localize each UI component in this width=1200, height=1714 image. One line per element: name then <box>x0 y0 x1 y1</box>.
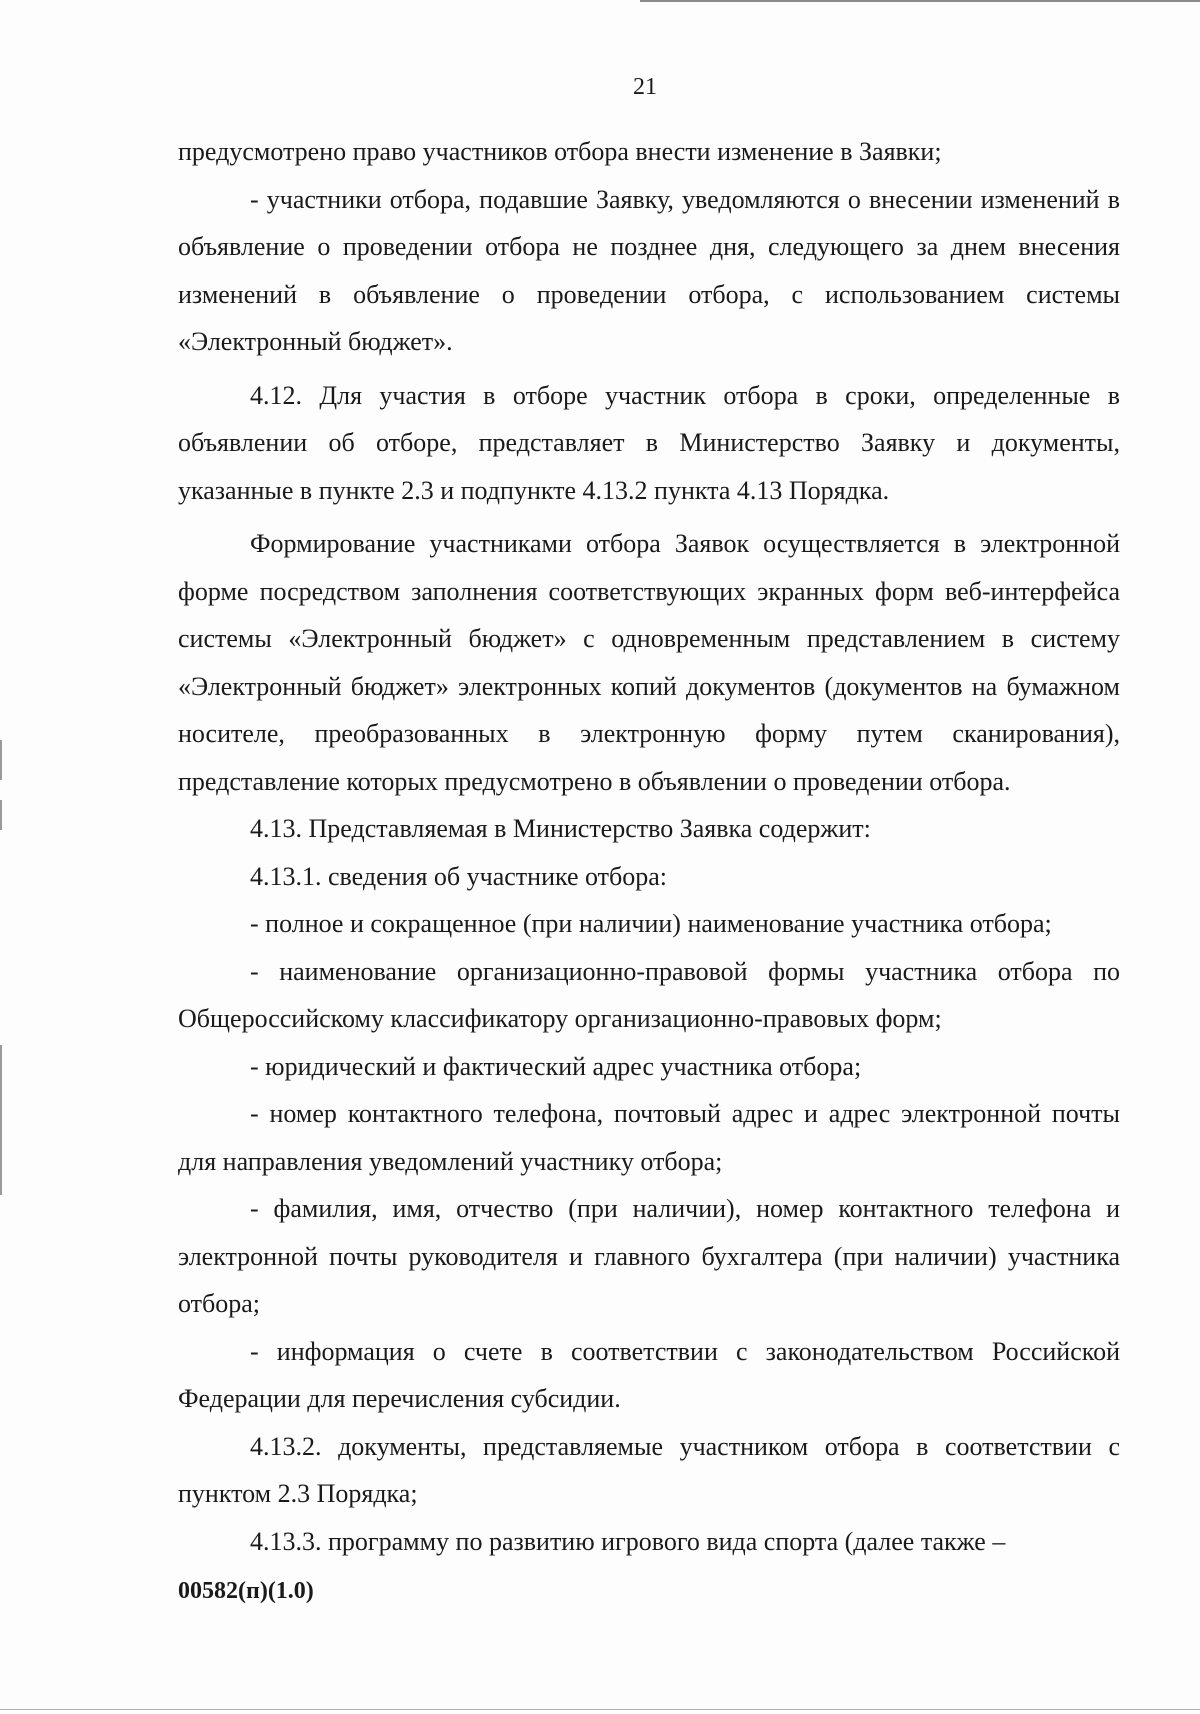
list-item: - номер контактного телефона, почтовый адрес и адрес электронной почты для направления уведомлений участнику отбора; <box>178 1099 1120 1176</box>
paragraph-4-13-3: 4.13.3. программу по развитию игрового вида спорта (далее также – <box>250 1526 1006 1556</box>
paragraph-continuation: предусмотрено право участников отбора внести изменение в Заявки; <box>178 137 942 166</box>
paragraph-4-13: 4.13. Представляемая в Министерство Заявка содержит: <box>250 814 871 843</box>
paragraph-4-13-1: 4.13.1. сведения об участнике отбора: <box>250 861 668 891</box>
scan-margin-mark <box>0 740 2 780</box>
paragraph: Формирование участниками отбора Заявок осуществляется в электронной форме посредством заполнения соответствующих экранных форм веб-интерфейса системы «Электронный бюджет» с одновременным представлением в систему «Электронный бюджет» электронных копий документов (документов на бумажном носителе, преобразованных в электронную форму путем сканирования), представление которых предусмотрено в объявлении о проведении отбора. <box>178 529 1120 796</box>
scan-margin-mark <box>0 1045 2 1195</box>
paragraph-4-12: 4.12. Для участия в отборе участник отбора в сроки, определенные в объявлении об отборе, представляет в Министерство Заявку и документы, указанные в пункте 2.3 и подпункте 4.13.2 пункта 4.13 Порядка. <box>178 380 1120 505</box>
list-item: - юридический и фактический адрес участника отбора; <box>250 1051 862 1081</box>
list-item: - наименование организационно-правовой формы участника отбора по Общероссийскому классификатору организационно-правовых форм; <box>178 956 1120 1033</box>
list-item: - фамилия, имя, отчество (при наличии), номер контактного телефона и электронной почты руководителя и главного бухгалтера (при наличии) участника отбора; <box>178 1194 1120 1318</box>
scan-margin-mark <box>0 800 2 830</box>
document-body <box>178 128 1120 1565</box>
list-item: - полное и сокращенное (при наличии) наименование участника отбора; <box>250 909 1052 938</box>
paragraph: - участники отбора, подавшие Заявку, уведомляются о внесении изменений в объявление о проведении отбора не позднее дня, следующего за днем внесения изменений в объявление о проведении отбора, с использованием системы «Электронный бюджет». <box>178 184 1120 356</box>
list-item: - информация о счете в соответствии с законодательством Российской Федерации для перечисления субсидии. <box>178 1336 1120 1413</box>
page-number: 21 <box>633 74 657 100</box>
document-code: 00582(п)(1.0) <box>178 1578 314 1604</box>
scan-bottom-edge <box>0 1709 1200 1710</box>
paragraph-4-13-2: 4.13.2. документы, представляемые участником отбора в соответствии с пунктом 2.3 Порядка; <box>178 1431 1120 1508</box>
scan-top-edge <box>640 0 1200 2</box>
